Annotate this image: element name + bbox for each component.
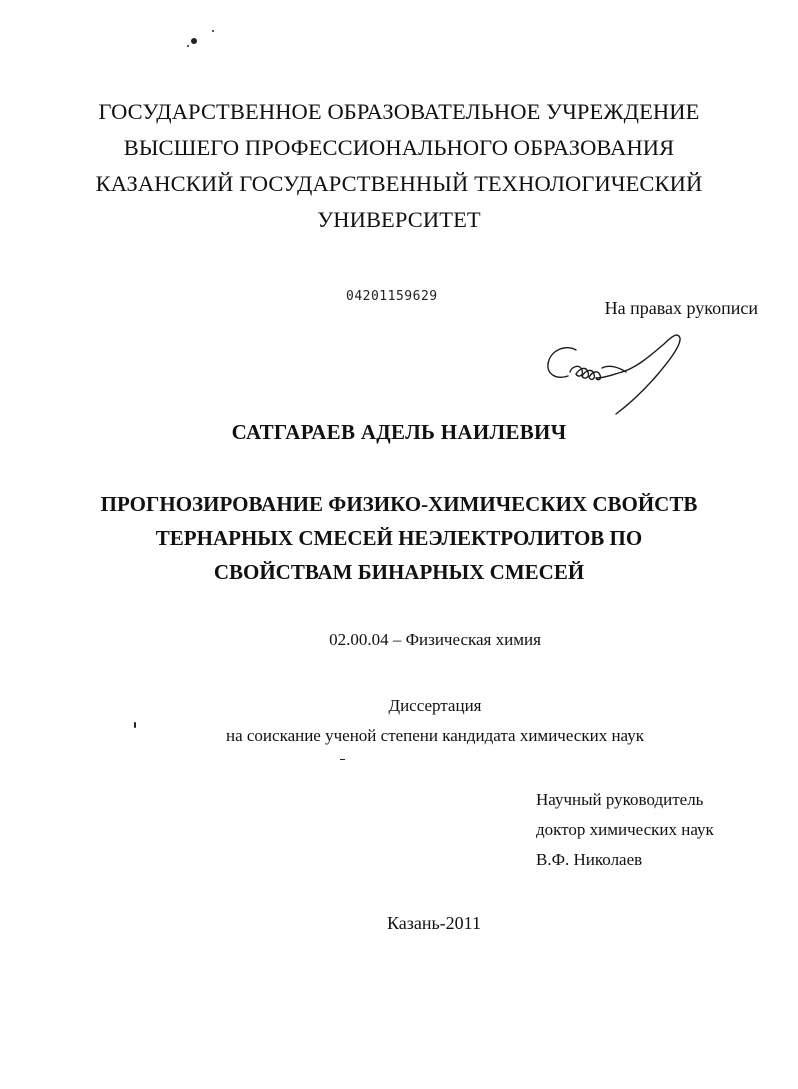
supervisor-block	[536, 785, 714, 875]
specialty-code: 02.00.04 – Физическая химия	[329, 630, 541, 649]
institution-line: ВЫСШЕГО ПРОФЕССИОНАЛЬНОГО ОБРАЗОВАНИЯ	[123, 135, 675, 160]
institution-line: КАЗАНСКИЙ ГОСУДАРСТВЕННЫЙ ТЕХНОЛОГИЧЕСКИЙ	[95, 171, 703, 196]
author-name: САТГАРАЕВ АДЕЛЬ НАИЛЕВИЧ	[231, 420, 567, 444]
city-year: Казань-2011	[386, 913, 482, 933]
scan-speck	[191, 38, 197, 44]
scan-speck	[187, 45, 189, 47]
dissertation-title	[60, 487, 738, 589]
degree-statement	[0, 691, 798, 751]
archive-number: 04201159629	[346, 289, 438, 304]
manuscript-rights-label: На правах рукописи	[604, 298, 758, 318]
supervisor-line: В.Ф. Николаев	[536, 850, 643, 869]
scan-speck	[212, 30, 214, 32]
title-line: ТЕРНАРНЫХ СМЕСЕЙ НЕЭЛЕКТРОЛИТОВ ПО	[155, 526, 643, 550]
supervisor-line: доктор химических наук	[536, 820, 714, 839]
degree-line: на соискание ученой степени кандидата химических наук	[225, 726, 644, 745]
supervisor-line: Научный руководитель	[536, 790, 704, 809]
institution-line: ГОСУДАРСТВЕННОЕ ОБРАЗОВАТЕЛЬНОЕ УЧРЕЖДЕНИЕ	[98, 99, 700, 124]
title-line: ПРОГНОЗИРОВАНИЕ ФИЗИКО-ХИМИЧЕСКИХ СВОЙСТВ	[100, 492, 698, 516]
institution-name	[60, 94, 738, 238]
title-line: СВОЙСТВАМ БИНАРНЫХ СМЕСЕЙ	[213, 560, 585, 584]
institution-line: УНИВЕРСИТЕТ	[317, 207, 481, 232]
scan-speck	[340, 759, 345, 760]
handwritten-signature	[540, 328, 690, 423]
degree-line: Диссертация	[388, 696, 482, 715]
